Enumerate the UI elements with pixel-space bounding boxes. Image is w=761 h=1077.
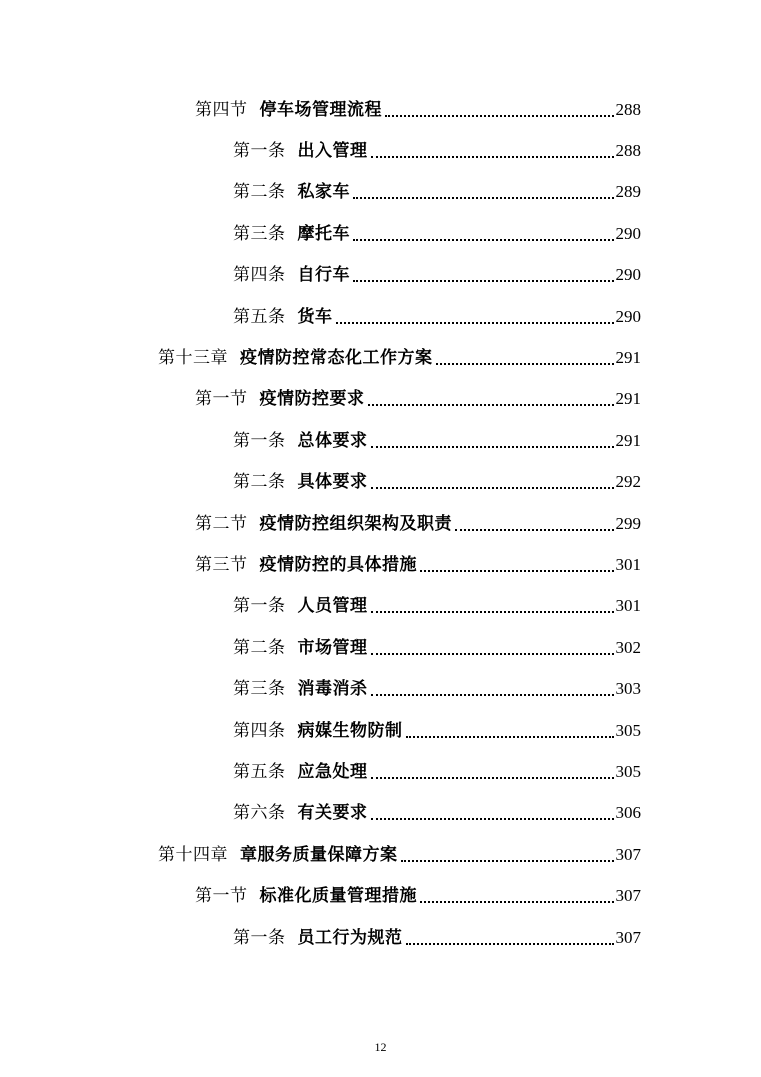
toc-entry-page: 291: [615, 348, 641, 368]
toc-entry-page: 290: [615, 265, 641, 285]
dot-leader: [420, 570, 614, 572]
toc-entry-label: 第十四章: [158, 844, 228, 865]
toc-entry-title: 摩托车: [297, 223, 350, 244]
toc-entry-label: 第一节: [195, 389, 248, 410]
toc-entry-label: 第二条: [233, 637, 286, 658]
toc-entry-label: 第四节: [195, 99, 248, 120]
toc-entry-label: 第四条: [233, 720, 286, 741]
dot-leader: [406, 943, 614, 945]
dot-leader: [371, 777, 614, 779]
toc-entry-title: 私家车: [297, 182, 350, 203]
toc-entry-page: 291: [615, 389, 641, 409]
toc-entry-title: 章服务质量保障方案: [240, 844, 398, 865]
toc-entry-label: 第三节: [195, 554, 248, 575]
toc-entry-label: 第三条: [233, 679, 286, 700]
toc-entry-title: 有关要求: [297, 803, 368, 824]
toc-entry[interactable]: [0, 917, 761, 958]
toc-entry-title: 疫情防控组织架构及职责: [259, 513, 452, 534]
toc-entry-page: 306: [615, 803, 641, 823]
toc-entry-page: 307: [615, 886, 641, 906]
toc-entry-title: 疫情防控常态化工作方案: [240, 348, 433, 369]
toc-entry-title: 自行车: [297, 265, 350, 286]
toc-entry-label: 第二条: [233, 182, 286, 203]
toc-entry[interactable]: [0, 627, 761, 668]
toc-entry[interactable]: [0, 462, 761, 503]
toc-entry[interactable]: [0, 337, 761, 378]
toc-entry-title: 消毒消杀: [297, 679, 368, 700]
toc-entry-title: 疫情防控要求: [259, 389, 365, 410]
dot-leader: [436, 363, 614, 365]
dot-leader: [353, 280, 614, 282]
toc-entry-page: 291: [615, 430, 641, 450]
toc-entry[interactable]: [0, 834, 761, 875]
toc-entry-page: 292: [615, 472, 641, 492]
toc-entry[interactable]: [0, 793, 761, 834]
toc-entry-page: 305: [615, 720, 641, 740]
toc-entry-page: 307: [615, 844, 641, 864]
toc-entry-page: 288: [615, 99, 641, 119]
toc-entry-label: 第一条: [233, 141, 286, 162]
toc-entry[interactable]: [0, 296, 761, 337]
toc-entry-label: 第三条: [233, 223, 286, 244]
toc-entry-title: 人员管理: [297, 596, 368, 617]
dot-leader: [385, 115, 614, 117]
toc-entry-page: 290: [615, 306, 641, 326]
dot-leader: [371, 446, 614, 448]
toc-entry-title: 具体要求: [297, 472, 368, 493]
toc-entry[interactable]: [0, 875, 761, 916]
dot-leader: [406, 736, 614, 738]
toc-entry-title: 应急处理: [297, 761, 368, 782]
toc-entry[interactable]: [0, 544, 761, 585]
toc-entry[interactable]: [0, 586, 761, 627]
toc-entry-page: 289: [615, 182, 641, 202]
toc-entry[interactable]: [0, 503, 761, 544]
toc-entry-title: 总体要求: [297, 430, 368, 451]
toc-entry-page: 290: [615, 223, 641, 243]
toc-entry-title: 出入管理: [297, 141, 368, 162]
dot-leader: [353, 197, 614, 199]
dot-leader: [368, 404, 614, 406]
toc-entry[interactable]: [0, 255, 761, 296]
toc-entry[interactable]: [0, 89, 761, 130]
toc-entry[interactable]: [0, 379, 761, 420]
toc-entry-title: 标准化质量管理措施: [259, 886, 417, 907]
dot-leader: [371, 611, 614, 613]
toc-entry-label: 第五条: [233, 306, 286, 327]
table-of-contents: [0, 89, 761, 958]
toc-entry-label: 第四条: [233, 265, 286, 286]
page-number: 12: [374, 1040, 387, 1054]
toc-entry[interactable]: [0, 710, 761, 751]
toc-entry-title: 病媒生物防制: [297, 720, 403, 741]
dot-leader: [371, 653, 614, 655]
toc-entry-page: 305: [615, 761, 641, 781]
dot-leader: [371, 818, 614, 820]
toc-entry-label: 第一节: [195, 886, 248, 907]
dot-leader: [371, 487, 614, 489]
toc-entry-page: 301: [615, 596, 641, 616]
toc-entry-title: 员工行为规范: [297, 927, 403, 948]
toc-entry-label: 第六条: [233, 803, 286, 824]
toc-entry-page: 299: [615, 513, 641, 533]
dot-leader: [401, 860, 614, 862]
toc-entry[interactable]: [0, 420, 761, 461]
toc-entry-label: 第一条: [233, 596, 286, 617]
toc-entry[interactable]: [0, 130, 761, 171]
dot-leader: [420, 901, 614, 903]
toc-entry[interactable]: [0, 751, 761, 792]
dot-leader: [336, 322, 614, 324]
toc-entry-label: 第一条: [233, 927, 286, 948]
toc-entry[interactable]: [0, 668, 761, 709]
toc-entry-title: 停车场管理流程: [259, 99, 382, 120]
toc-entry-label: 第五条: [233, 761, 286, 782]
toc-entry[interactable]: [0, 213, 761, 254]
toc-entry-page: 307: [615, 927, 641, 947]
toc-entry-label: 第十三章: [158, 348, 228, 369]
toc-entry-page: 303: [615, 679, 641, 699]
toc-entry-title: 货车: [297, 306, 333, 327]
toc-entry-page: 302: [615, 637, 641, 657]
toc-entry-page: 288: [615, 141, 641, 161]
dot-leader: [371, 156, 614, 158]
toc-entry-label: 第一条: [233, 430, 286, 451]
dot-leader: [371, 694, 614, 696]
toc-entry-title: 疫情防控的具体措施: [259, 554, 417, 575]
dot-leader: [455, 529, 614, 531]
dot-leader: [353, 239, 614, 241]
toc-entry-label: 第二节: [195, 513, 248, 534]
toc-entry[interactable]: [0, 172, 761, 213]
toc-entry-page: 301: [615, 554, 641, 574]
toc-entry-title: 市场管理: [297, 637, 368, 658]
toc-entry-label: 第二条: [233, 472, 286, 493]
